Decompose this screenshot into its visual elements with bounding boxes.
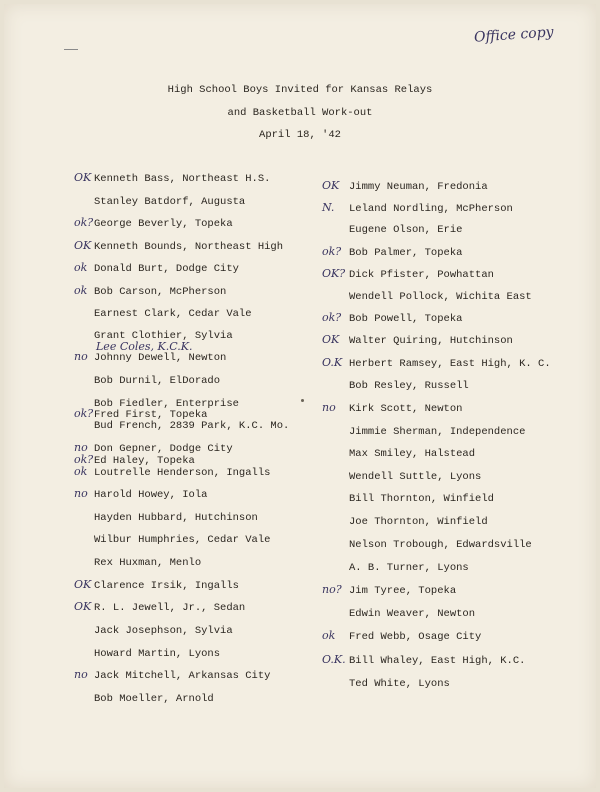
check-mark: OK [74, 600, 92, 613]
name-entry: Johnny Dewell, Newton [94, 352, 227, 364]
name-entry: Hayden Hubbard, Hutchinson [94, 512, 258, 524]
name-entry: Harold Howey, Iola [94, 489, 208, 501]
name-entry: Ted White, Lyons [349, 678, 450, 690]
check-mark: O.K. [322, 653, 346, 666]
office-copy-annotation: Office copy [473, 24, 555, 46]
name-entry: Bob Carson, McPherson [94, 286, 227, 298]
name-entry: Bob Powell, Topeka [349, 313, 463, 325]
check-mark: no [74, 350, 88, 363]
document-subtitle: and Basketball Work-out [227, 107, 373, 119]
name-entry: Eugene Olson, Erie [349, 224, 463, 236]
name-entry: Jimmy Neuman, Fredonia [349, 181, 488, 193]
check-mark: OK [322, 179, 340, 192]
name-entry: Max Smiley, Halstead [349, 448, 476, 460]
check-mark: no [74, 441, 88, 454]
name-entry: Stanley Batdorf, Augusta [94, 196, 246, 208]
check-mark: ok? [74, 407, 94, 420]
check-mark: ok [74, 465, 88, 478]
name-entry: Wilbur Humphries, Cedar Vale [94, 534, 271, 546]
name-entry: Jack Mitchell, Arkansas City [94, 670, 271, 682]
name-entry: Joe Thornton, Winfield [349, 516, 488, 528]
name-entry: Earnest Clark, Cedar Vale [94, 308, 252, 320]
check-mark: ok? [74, 453, 94, 466]
check-mark: ok [74, 261, 88, 274]
name-entry: Jimmie Sherman, Independence [349, 426, 526, 438]
name-entry: Fred Webb, Osage City [349, 631, 482, 643]
name-entry: Bob Fiedler, Enterprise [94, 398, 239, 410]
check-mark: no [322, 401, 336, 414]
check-mark: OK? [322, 267, 346, 280]
name-entry: Jim Tyree, Topeka [349, 585, 457, 597]
document-title: High School Boys Invited for Kansas Relays [167, 84, 433, 96]
name-entry: Herbert Ramsey, East High, K. C. [349, 358, 551, 370]
document-page [4, 4, 596, 788]
check-mark: ok? [322, 311, 342, 324]
name-entry: Jack Josephson, Sylvia [94, 625, 233, 637]
ink-dot [301, 399, 304, 402]
name-entry: Donald Burt, Dodge City [94, 263, 239, 275]
check-mark: OK [74, 578, 92, 591]
name-entry: Fred First, Topeka [94, 409, 208, 421]
name-entry: George Beverly, Topeka [94, 218, 233, 230]
margin-dash [64, 49, 78, 50]
name-entry: Bob Moeller, Arnold [94, 693, 214, 705]
name-entry: Wendell Suttle, Lyons [349, 471, 482, 483]
check-mark: OK [74, 171, 92, 184]
name-entry: A. B. Turner, Lyons [349, 562, 469, 574]
name-entry: Rex Huxman, Menlo [94, 557, 202, 569]
document-date: April 18, '42 [259, 129, 341, 141]
name-entry: Bob Resley, Russell [349, 380, 469, 392]
name-entry: Edwin Weaver, Newton [349, 608, 476, 620]
check-mark: OK [322, 333, 340, 346]
name-entry: Dick Pfister, Powhattan [349, 269, 494, 281]
check-mark: N. [322, 201, 335, 214]
name-entry: Bud French, 2839 Park, K.C. Mo. [94, 420, 290, 432]
name-entry: Wendell Pollock, Wichita East [349, 291, 532, 303]
check-mark: O.K [322, 356, 343, 369]
handwritten-note: Lee Coles, K.C.K. [96, 340, 193, 353]
name-entry: Ed Haley, Topeka [94, 455, 195, 467]
check-mark: ok [74, 284, 88, 297]
name-entry: Howard Martin, Lyons [94, 648, 221, 660]
name-entry: Nelson Trobough, Edwardsville [349, 539, 532, 551]
name-entry: Bob Palmer, Topeka [349, 247, 463, 259]
check-mark: ok? [74, 216, 94, 229]
name-entry: Don Gepner, Dodge City [94, 443, 233, 455]
name-entry: Bill Thornton, Winfield [349, 493, 494, 505]
name-entry: Bill Whaley, East High, K.C. [349, 655, 526, 667]
name-entry: Clarence Irsik, Ingalls [94, 580, 239, 592]
check-mark: no? [322, 583, 342, 596]
name-entry: Leland Nordling, McPherson [349, 203, 513, 215]
check-mark: no [74, 487, 88, 500]
name-entry: Loutrelle Henderson, Ingalls [94, 467, 271, 479]
name-entry: Walter Quiring, Hutchinson [349, 335, 513, 347]
name-entry: Bob Durnil, ElDorado [94, 375, 221, 387]
name-entry: R. L. Jewell, Jr., Sedan [94, 602, 246, 614]
name-entry: Kenneth Bounds, Northeast High [94, 241, 284, 253]
name-entry: Kenneth Bass, Northeast H.S. [94, 173, 271, 185]
name-entry: Kirk Scott, Newton [349, 403, 463, 415]
check-mark: ok? [322, 245, 342, 258]
name-entry: Grant Clothier, Sylvia [94, 330, 233, 342]
check-mark: OK [74, 239, 92, 252]
check-mark: ok [322, 629, 336, 642]
check-mark: no [74, 668, 88, 681]
